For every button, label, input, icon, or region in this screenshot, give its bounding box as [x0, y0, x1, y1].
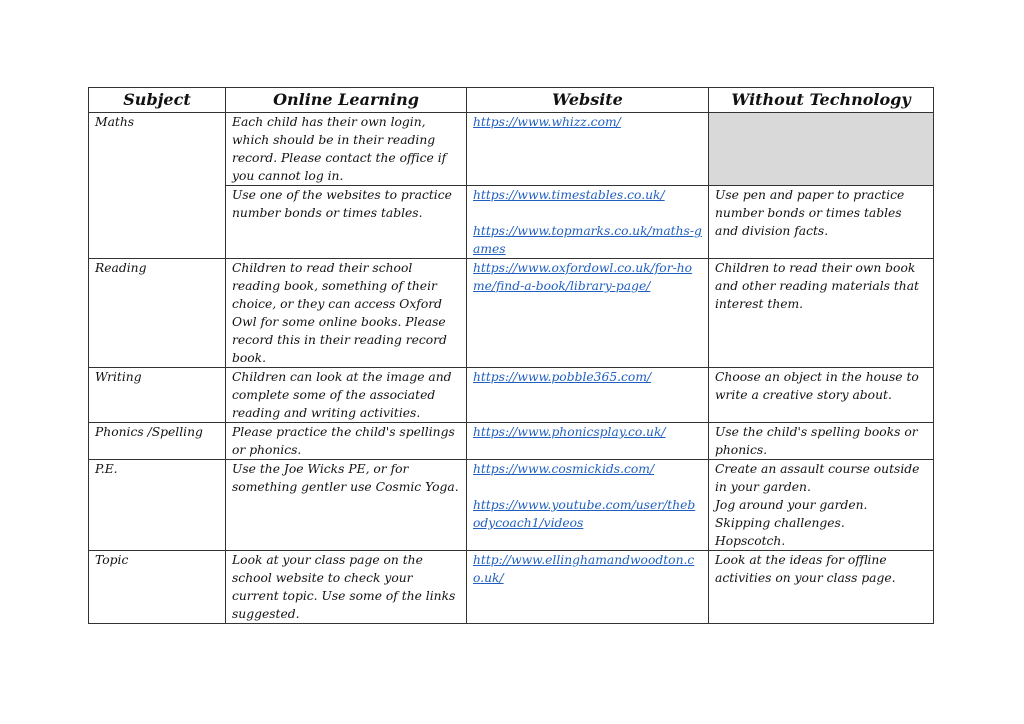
website-link[interactable]: https://www.pobble365.com/: [473, 370, 652, 384]
subject-label: Maths: [95, 115, 135, 129]
header-without-technology: Without Technology: [709, 88, 934, 113]
website-link[interactable]: https://www.oxfordowl.co.uk/for-home/find-a-book/library-page/: [473, 261, 693, 293]
cell-online-learning: [226, 259, 467, 368]
table-row: [89, 368, 934, 423]
table-row: [89, 551, 934, 624]
cell-online-learning: [226, 368, 467, 423]
cell-subject: [89, 368, 226, 423]
subject-label: Writing: [95, 370, 142, 384]
header-subject: Subject: [89, 88, 226, 113]
cell-without-technology: [709, 113, 934, 186]
table-body: [89, 113, 934, 624]
cell-website: [467, 186, 709, 259]
home-learning-table: [88, 87, 934, 624]
table-row: [89, 460, 934, 551]
cell-subject: [89, 460, 226, 551]
cell-online-learning: [226, 551, 467, 624]
cell-subject: [89, 259, 226, 368]
website-link[interactable]: https://www.phonicsplay.co.uk/: [473, 425, 666, 439]
online-learning-text: Use the Joe Wicks PE, or for something gentler use Cosmic Yoga.: [232, 462, 459, 494]
subject-label: P.E.: [95, 462, 118, 476]
cell-without-technology: [709, 368, 934, 423]
cell-subject: [89, 551, 226, 624]
website-link[interactable]: https://www.youtube.com/user/thebodycoach1/videos: [473, 498, 696, 530]
without-technology-text: Create an assault course outside in your garden.: [715, 462, 920, 494]
cell-website: [467, 460, 709, 551]
without-technology-text: Choose an object in the house to write a creative story about.: [715, 370, 919, 402]
cell-online-learning: [226, 460, 467, 551]
cell-without-technology: [709, 186, 934, 259]
without-technology-text: Look at the ideas for offline activities on your class page.: [715, 553, 896, 585]
cell-website: [467, 113, 709, 186]
subject-label: Phonics /Spelling: [95, 425, 203, 439]
cell-without-technology: [709, 259, 934, 368]
without-technology-text: Jog around your garden.: [715, 498, 868, 512]
without-technology-text: Use pen and paper to practice number bonds or times tables and division facts.: [715, 188, 905, 238]
online-learning-text: Children to read their school reading book, something of their choice, or they can access Oxford Owl for some online books. Please record this in their reading record book.: [232, 261, 447, 365]
table-row: [89, 259, 934, 368]
cell-without-technology: [709, 460, 934, 551]
website-link[interactable]: https://www.timestables.co.uk/: [473, 188, 665, 202]
table-row: [89, 423, 934, 460]
without-technology-text: Use the child's spelling books or phonics.: [715, 425, 918, 457]
cell-subject: [89, 423, 226, 460]
cell-without-technology: [709, 551, 934, 624]
cell-online-learning: [226, 186, 467, 259]
header-online-learning: Online Learning: [226, 88, 467, 113]
without-technology-text: Skipping challenges.: [715, 516, 845, 530]
cell-online-learning: [226, 113, 467, 186]
cell-without-technology: [709, 423, 934, 460]
table-row: [89, 113, 934, 186]
cell-website: [467, 259, 709, 368]
cell-online-learning: [226, 423, 467, 460]
online-learning-text: Each child has their own login, which should be in their reading record. Please contact the office if you cannot log in.: [232, 115, 447, 183]
without-technology-text: Children to read their own book and other reading materials that interest them.: [715, 261, 919, 311]
cell-website: [467, 551, 709, 624]
website-link[interactable]: https://www.cosmickids.com/: [473, 462, 655, 476]
table-header-row: [89, 88, 934, 113]
online-learning-text: Please practice the child's spellings or phonics.: [232, 425, 455, 457]
header-website: Website: [467, 88, 709, 113]
cell-website: [467, 423, 709, 460]
online-learning-text: Look at your class page on the school website to check your current topic. Use some of the links suggested.: [232, 553, 456, 621]
online-learning-text: Children can look at the image and complete some of the associated reading and writing activities.: [232, 370, 452, 420]
website-link[interactable]: https://www.topmarks.co.uk/maths-games: [473, 224, 702, 256]
cell-website: [467, 368, 709, 423]
online-learning-text: Use one of the websites to practice number bonds or times tables.: [232, 188, 452, 220]
cell-subject: [89, 113, 226, 259]
without-technology-text: Hopscotch.: [715, 534, 786, 548]
subject-label: Topic: [95, 553, 129, 567]
website-link[interactable]: https://www.whizz.com/: [473, 115, 621, 129]
subject-label: Reading: [95, 261, 147, 275]
website-link[interactable]: http://www.ellinghamandwoodton.co.uk/: [473, 553, 695, 585]
